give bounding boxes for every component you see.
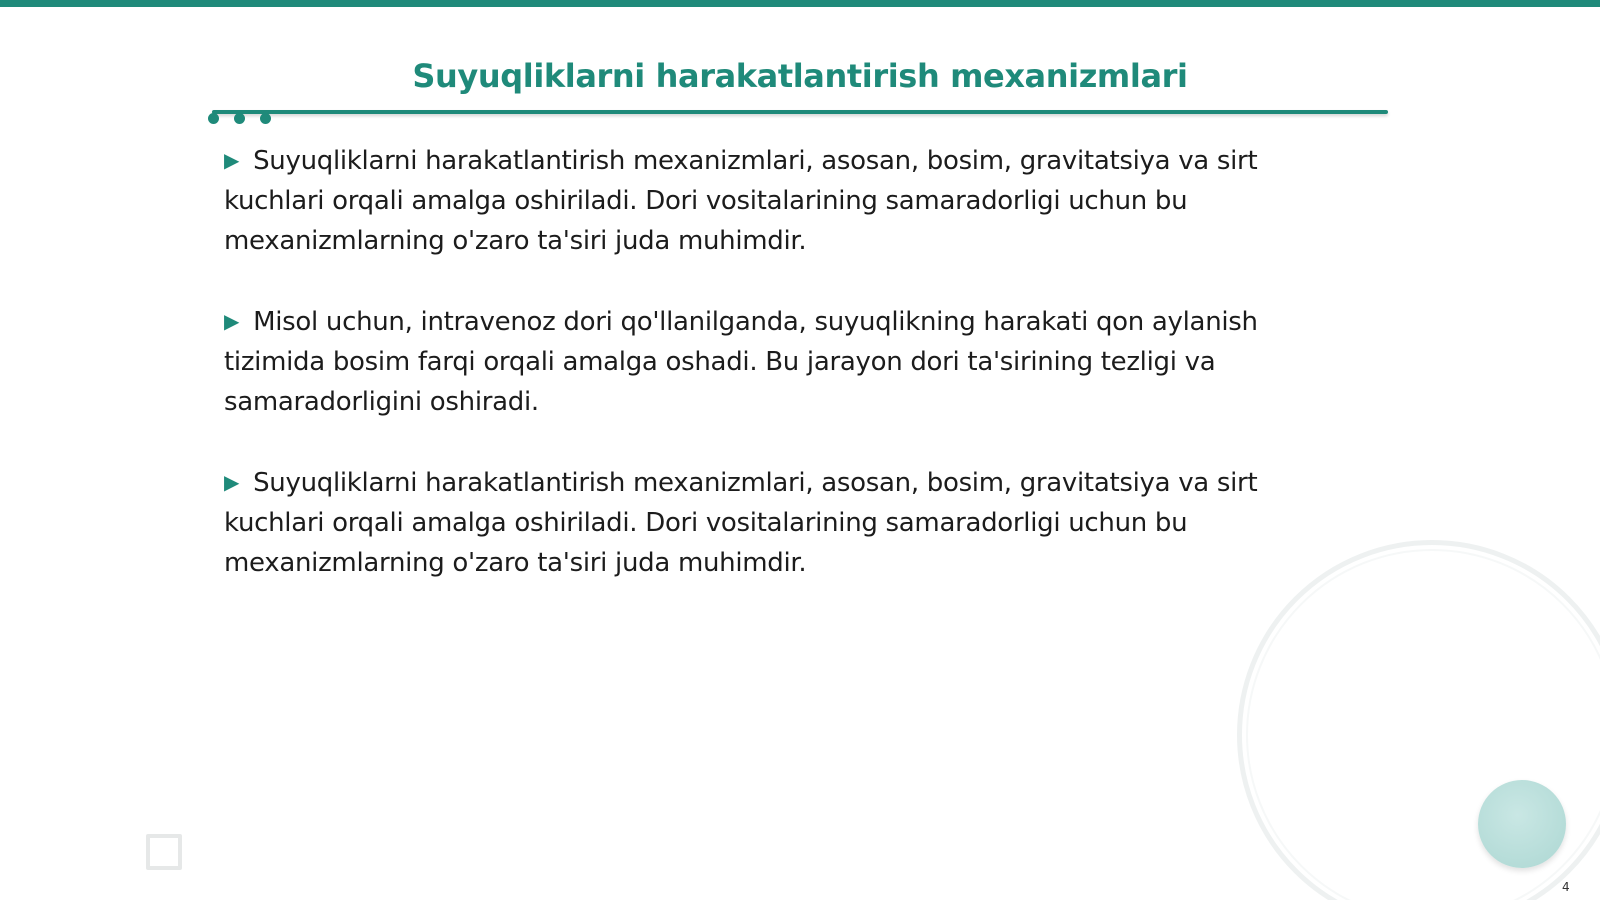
page-number: 4 (1562, 880, 1570, 894)
top-accent-bar (0, 0, 1600, 7)
triangle-right-icon: ▶ (224, 148, 240, 172)
bullet-text-3: Suyuqliklarni harakatlantirish mexanizmlari, asosan, bosim, gravitatsiya va sirt kuchlari orqali amalga oshiriladi. Dori vositalarining samaradorligi uchun bu mexanizmlarning o'zaro ta'siri juda muhimdir. (224, 468, 1258, 578)
triangle-right-icon: ▶ (224, 309, 240, 333)
triangle-right-icon: ▶ (224, 470, 240, 494)
bullet-paragraph-3 (224, 462, 1364, 583)
bullet-text-2: Misol uchun, intravenoz dori qo'llanilganda, suyuqlikning harakati qon aylanish tizimida bosim farqi orqali amalga oshadi. Bu jarayon dori ta'sirining tezligi va samaradorligini oshiradi. (224, 307, 1258, 417)
decor-dot-2 (234, 113, 245, 124)
slide-title: Suyuqliklarni harakatlantirish mexanizmlari (412, 57, 1188, 95)
decor-square-outline (146, 834, 182, 870)
slide-body (224, 140, 1364, 623)
bullet-text-1: Suyuqliklarni harakatlantirish mexanizmlari, asosan, bosim, gravitatsiya va sirt kuchlari orqali amalga oshiriladi. Dori vositalarining samaradorligi uchun bu mexanizmlarning o'zaro ta'siri juda muhimdir. (224, 146, 1258, 256)
decor-dot-3 (260, 113, 271, 124)
decor-circle-blob (1478, 780, 1566, 868)
title-underline (212, 110, 1388, 114)
bullet-paragraph-2 (224, 301, 1364, 422)
decor-dot-1 (208, 113, 219, 124)
bullet-paragraph-1 (224, 140, 1364, 261)
